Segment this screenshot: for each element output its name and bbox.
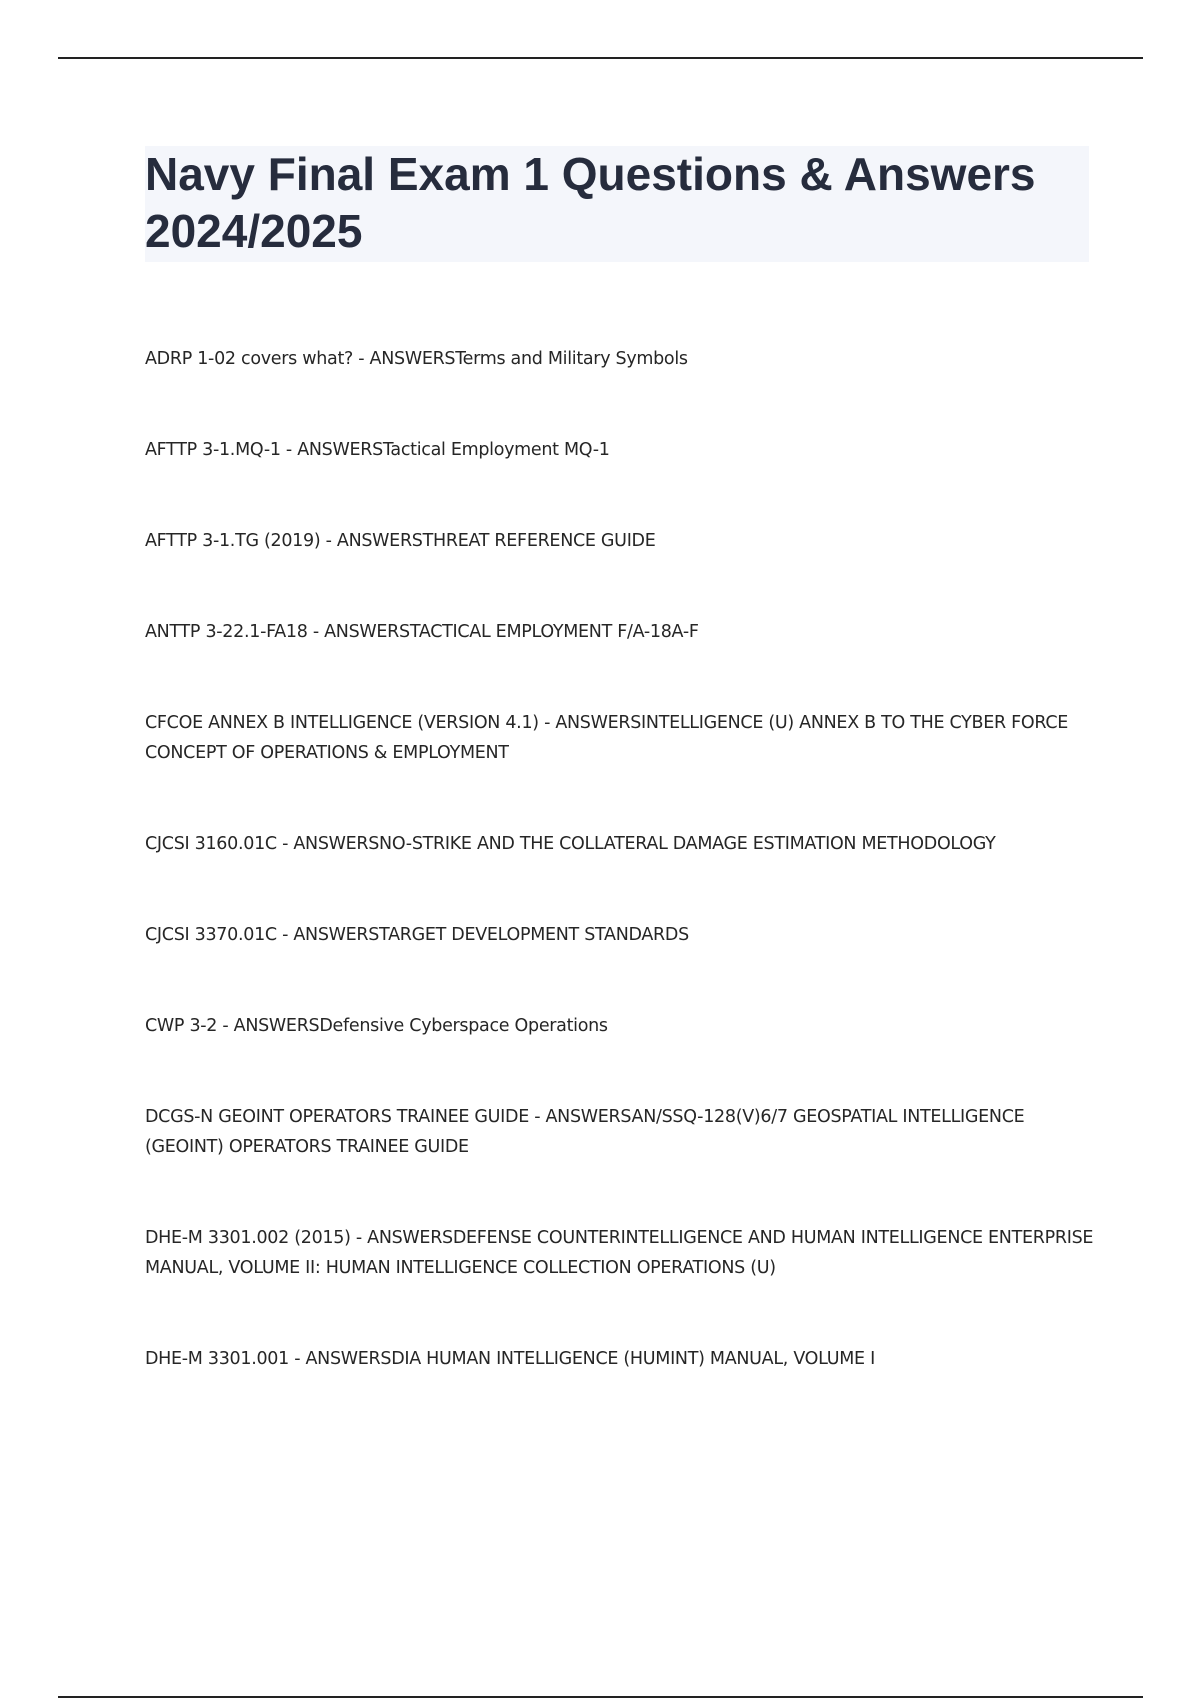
qa-item-5: CFCOE ANNEX B INTELLIGENCE (VERSION 4.1) - ANSWERSINTELLIGENCE (U) ANNEX B TO THE CYBER FORCE CONCEPT OF OPERATIONS & EMPLOYMENT <box>145 713 1068 763</box>
qa-item-2: AFTTP 3-1.MQ-1 - ANSWERSTactical Employment MQ-1 <box>145 440 610 460</box>
qa-list <box>145 344 1095 1435</box>
qa-item-11: DHE-M 3301.001 - ANSWERSDIA HUMAN INTELLIGENCE (HUMINT) MANUAL, VOLUME I <box>145 1349 875 1369</box>
qa-item-1: ADRP 1-02 covers what? - ANSWERSTerms and Military Symbols <box>145 349 688 369</box>
qa-item-9: DCGS-N GEOINT OPERATORS TRAINEE GUIDE - ANSWERSAN/SSQ-128(V)6/7 GEOSPATIAL INTELLIGENCE (GEOINT) OPERATORS TRAINEE GUIDE <box>145 1107 1025 1157</box>
qa-item-10: DHE-M 3301.002 (2015) - ANSWERSDEFENSE COUNTERINTELLIGENCE AND HUMAN INTELLIGENCE ENTERPRISE MANUAL, VOLUME II: HUMAN INTELLIGENCE COLLECTION OPERATIONS (U) <box>145 1228 1094 1278</box>
qa-item-6: CJCSI 3160.01C - ANSWERSNO-STRIKE AND THE COLLATERAL DAMAGE ESTIMATION METHODOLOGY <box>145 834 996 854</box>
qa-item-7: CJCSI 3370.01C - ANSWERSTARGET DEVELOPMENT STANDARDS <box>145 925 689 945</box>
qa-item-4: ANTTP 3-22.1-FA18 - ANSWERSTACTICAL EMPLOYMENT F/A-18A-F <box>145 622 699 642</box>
header-rule <box>58 57 1143 59</box>
qa-item-8: CWP 3-2 - ANSWERSDefensive Cyberspace Operations <box>145 1016 608 1036</box>
qa-item-3: AFTTP 3-1.TG (2019) - ANSWERSTHREAT REFERENCE GUIDE <box>145 531 656 551</box>
document-title: Navy Final Exam 1 Questions & Answers 2024/2025 <box>145 148 1036 257</box>
footer-rule <box>58 1696 1143 1698</box>
title-block <box>145 146 1089 262</box>
